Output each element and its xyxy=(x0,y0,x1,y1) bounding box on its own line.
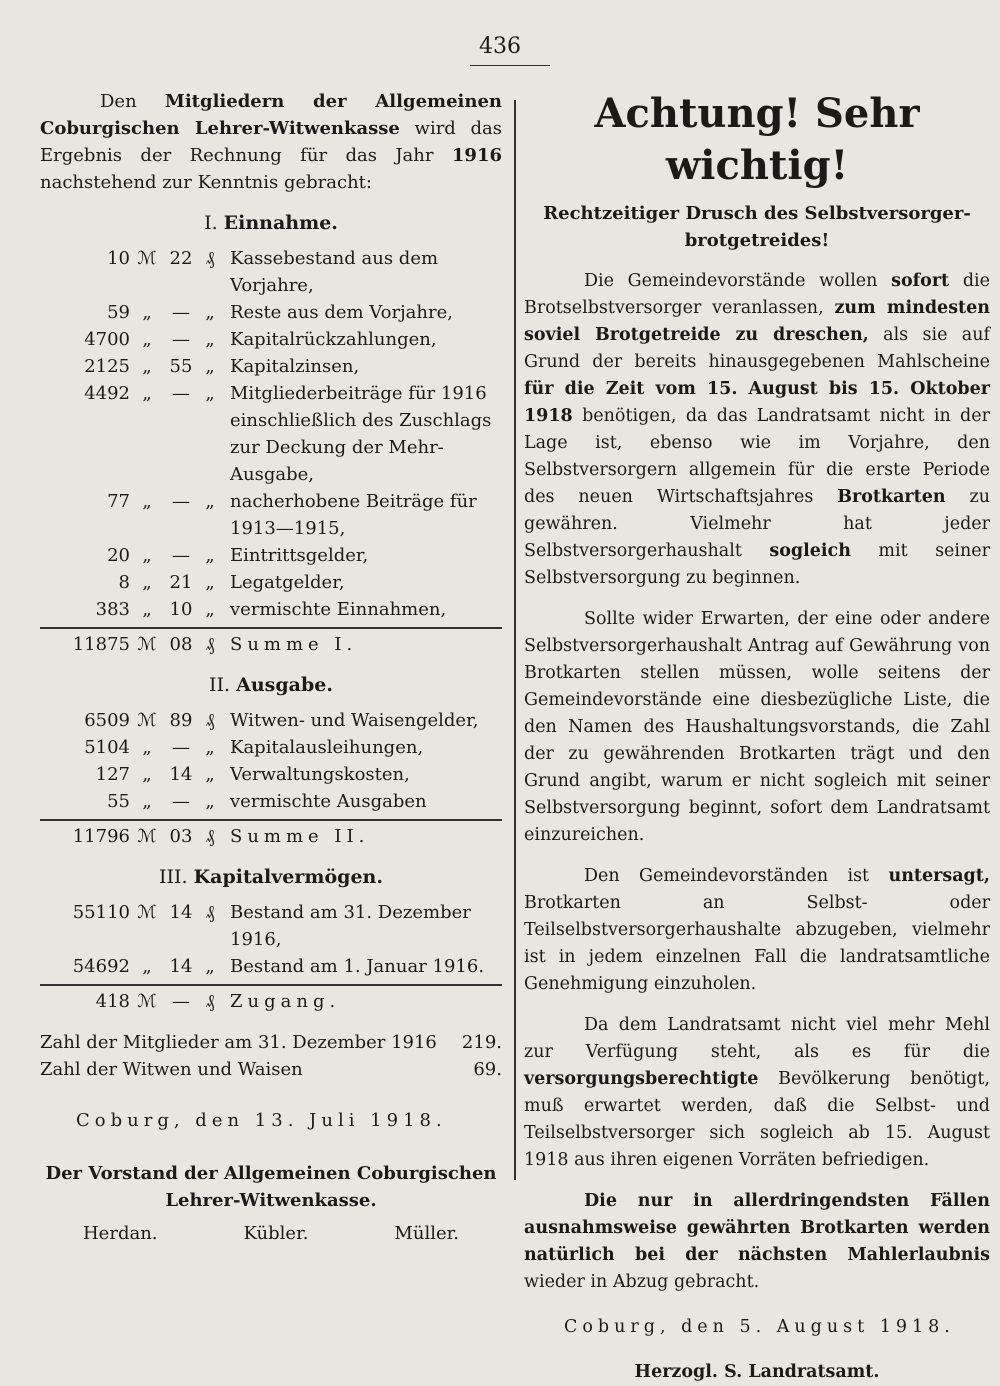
p5-a: Die nur in allerdringendsten Fällen ausnahmsweise gewährten Brotkarten werden natürlich bei der nächsten Mahlerlaubnis xyxy=(524,1191,990,1265)
pfennig: — xyxy=(172,302,190,323)
description: Reste aus dem Vorjahre, xyxy=(230,302,453,323)
ausgabe-list xyxy=(40,707,502,850)
page-number-rule xyxy=(470,65,550,66)
pfennig: 21 xyxy=(169,572,193,593)
paragraph-5 xyxy=(524,1188,990,1296)
description: Bestand am 1. Januar 1916. xyxy=(230,956,485,977)
right-date-line: Coburg, den 5. August 1918. xyxy=(564,1317,955,1337)
pfennig-unit: „ xyxy=(205,791,215,812)
p1-a: Die Gemeindevorstände wollen xyxy=(584,271,878,291)
pfennig: 55 xyxy=(169,356,193,377)
mark-unit: „ xyxy=(142,737,152,758)
ledger-row xyxy=(40,734,502,761)
mark-unit: „ xyxy=(142,764,152,785)
ledger-row xyxy=(40,788,502,815)
p5-b: wieder in Abzug gebracht. xyxy=(524,1272,760,1292)
description: Bestand am 31. Dezember 1916, xyxy=(230,902,471,950)
pfennig: 14 xyxy=(169,902,193,923)
amount: 54692 xyxy=(72,956,130,977)
description: Kassebestand aus dem Vorjahre, xyxy=(230,248,439,296)
mark-unit: ℳ xyxy=(137,902,157,923)
mark-unit: ℳ xyxy=(137,634,157,655)
mark-unit: „ xyxy=(142,599,152,620)
signer-name: Müller. xyxy=(394,1223,459,1244)
widows-row xyxy=(40,1056,502,1083)
pfennig-unit: ₰ xyxy=(205,991,215,1012)
ledger-row xyxy=(40,569,502,596)
p1-e: als sie auf Grund der bereits hinausgegebenen Mahlscheine xyxy=(524,325,990,372)
p3-b: untersagt, xyxy=(888,866,990,886)
ledger-row xyxy=(40,542,502,569)
sum-row xyxy=(40,819,502,850)
mark-unit: „ xyxy=(142,791,152,812)
ledger-row xyxy=(40,380,502,488)
mark-unit: ℳ xyxy=(137,248,157,269)
mark-unit: ℳ xyxy=(137,991,157,1012)
pfennig-unit: ₰ xyxy=(205,634,215,655)
p4-c: Bevölkerung benötigt, muß erwartet werden, daß die Selbst- und Teilselbstversorger sich sogleich ab 15. August 1918 aus ihren eigenen Vorräten befriedigen. xyxy=(524,1069,990,1170)
pfennig-unit: „ xyxy=(205,956,215,977)
right-column xyxy=(524,88,990,1386)
amount: 6509 xyxy=(84,710,130,731)
description: Verwaltungskosten, xyxy=(230,764,410,785)
mark-unit: „ xyxy=(142,356,152,377)
mark-unit: „ xyxy=(142,956,152,977)
signer-name: Kübler. xyxy=(243,1223,309,1244)
p4-a: Da dem Landratsamt nicht viel mehr Mehl zur Verfügung steht, als es für die xyxy=(524,1015,990,1062)
members-value: 219. xyxy=(461,1032,502,1053)
members-label: Zahl der Mitglieder am 31. Dezember 1916 xyxy=(40,1032,437,1053)
ledger-row xyxy=(40,761,502,788)
amount: 418 xyxy=(95,991,130,1012)
mark-unit: „ xyxy=(142,383,152,404)
pfennig-unit: ₰ xyxy=(205,826,215,847)
description: Zugang. xyxy=(230,991,341,1012)
p1-b: sofort xyxy=(891,271,950,291)
signers-row xyxy=(40,1220,502,1247)
amount: 11796 xyxy=(72,826,130,847)
ledger-row xyxy=(40,596,502,623)
left-column xyxy=(40,88,502,1247)
amount: 55 xyxy=(107,791,130,812)
p1-k: mit seiner Selbstversorgung zu beginnen. xyxy=(524,541,990,588)
amount: 383 xyxy=(95,599,130,620)
paragraph-1 xyxy=(524,268,990,592)
intro-bold: Mitgliedern der Allgemeinen Coburgischen Lehrer-Witwenkasse xyxy=(40,91,502,139)
ledger-row xyxy=(40,899,502,953)
amount: 4700 xyxy=(84,329,130,350)
intro-post: nachstehend zur Kenntnis gebracht: xyxy=(40,172,372,193)
pfennig: — xyxy=(172,991,190,1012)
mark-unit: „ xyxy=(142,545,152,566)
p1-f: für die Zeit vom 15. August bis 15. Oktober 1918 xyxy=(524,379,990,426)
left-date-line: Coburg, den 13. Juli 1918. xyxy=(76,1110,447,1131)
pfennig-unit: „ xyxy=(205,491,215,512)
description: Legatgelder, xyxy=(230,572,345,593)
pfennig: — xyxy=(172,329,190,350)
pfennig: 03 xyxy=(169,826,193,847)
p1-g: benötigen, da das Landratsamt nicht in der Lage ist, ebenso wie im Vorjahre, den Selbstversorgern allgemein für die erste Periode des neuen Wirtschaftsjahres xyxy=(524,406,990,507)
pfennig: 89 xyxy=(169,710,193,731)
mark-unit: „ xyxy=(142,491,152,512)
signer-name: Herdan. xyxy=(82,1223,158,1244)
pfennig: 10 xyxy=(169,599,193,620)
intro-paragraph xyxy=(40,88,502,196)
description: nacherhobene Beiträge für 1913—1915, xyxy=(230,491,477,539)
vermoegen-num: III. xyxy=(159,866,188,888)
pfennig-unit: ₰ xyxy=(205,248,215,269)
notice-title: Achtung! Sehr wichtig! xyxy=(594,90,920,189)
sum-row xyxy=(40,627,502,658)
vermoegen-title: Kapitalvermögen. xyxy=(193,866,383,888)
pfennig: — xyxy=(172,737,190,758)
ausgabe-title: Ausgabe. xyxy=(236,674,333,696)
ledger-row xyxy=(40,353,502,380)
authority-signature: Herzogl. S. Landratsamt. xyxy=(634,1362,880,1382)
mark-unit: „ xyxy=(142,329,152,350)
paragraph-2: Sollte wider Erwarten, der eine oder andere Selbstversorgerhaushalt Antrag auf Gewährung von Brotkarten stellen müssen, wolle seitens der Gemeindevorstände eine diesbezügliche Liste, die den Namen des Haushaltungsvorstands, die Zahl der zu gewährenden Brotkarten trägt und den Grund angibt, warum er nicht sogleich mit seiner Selbstversorgung beginnt, sofort dem Landratsamt einzureichen. xyxy=(524,609,990,845)
pfennig: — xyxy=(172,383,190,404)
description: Summe I. xyxy=(230,634,358,655)
p1-h: Brotkarten xyxy=(837,487,946,507)
p1-c: die Brotselbstversorger veranlassen, xyxy=(524,271,990,318)
pfennig-unit: „ xyxy=(205,545,215,566)
vermoegen-list xyxy=(40,899,502,1015)
amount: 4492 xyxy=(84,383,130,404)
intro-mid: wird das Ergebnis der Rechnung für das Jahr xyxy=(40,118,502,166)
pfennig-unit: ₰ xyxy=(205,710,215,731)
p3-c: Brotkarten an Selbst- oder Teilselbstversorgerhaushalte abzugeben, vielmehr ist in jedem einzelnen Fall die landratsamtliche Genehmigung einzuholen. xyxy=(524,893,990,994)
pfennig: — xyxy=(172,791,190,812)
members-row xyxy=(40,1029,502,1056)
p4-b: versorgungsberechtigte xyxy=(524,1069,759,1089)
ledger-row xyxy=(40,299,502,326)
board-signature: Der Vorstand der Allgemeinen Coburgischen Lehrer-Witwenkasse. xyxy=(45,1163,497,1211)
paragraph-3 xyxy=(524,863,990,998)
pfennig-unit: „ xyxy=(205,302,215,323)
einnahme-heading xyxy=(40,210,502,237)
p3-a: Den Gemeindevorständen ist xyxy=(584,866,870,886)
notice-subtitle: Rechtzeitiger Drusch des Selbstversorger-brotgetreides! xyxy=(543,203,971,251)
mark-unit: ℳ xyxy=(137,826,157,847)
amount: 59 xyxy=(107,302,130,323)
amount: 5104 xyxy=(84,737,130,758)
description: vermischte Ausgaben xyxy=(230,791,427,812)
description: Kapitalzinsen, xyxy=(230,356,360,377)
pfennig: 14 xyxy=(169,956,193,977)
description: Mitgliederbeiträge für 1916 einschließlich des Zuschlags zur Deckung der Mehr-Ausgabe, xyxy=(230,383,492,485)
ledger-row xyxy=(40,245,502,299)
p1-i: zu gewähren. Vielmehr hat jeder Selbstversorgerhaushalt xyxy=(524,487,990,561)
mark-unit: „ xyxy=(142,572,152,593)
intro-year: 1916 xyxy=(451,145,502,166)
amount: 8 xyxy=(118,572,130,593)
amount: 55110 xyxy=(72,902,130,923)
ausgabe-num: II. xyxy=(209,674,231,696)
pfennig-unit: „ xyxy=(205,572,215,593)
pfennig: — xyxy=(172,491,190,512)
description: Witwen- und Waisengelder, xyxy=(230,710,479,731)
column-divider xyxy=(514,100,516,1180)
vermoegen-heading xyxy=(40,864,502,891)
pfennig: 22 xyxy=(169,248,193,269)
pfennig: 14 xyxy=(169,764,193,785)
p1-j: sogleich xyxy=(769,541,851,561)
intro-pre: Den xyxy=(100,91,137,112)
widows-label: Zahl der Witwen und Waisen xyxy=(40,1059,303,1080)
ledger-row xyxy=(40,707,502,734)
pfennig-unit: „ xyxy=(205,737,215,758)
amount: 2125 xyxy=(84,356,130,377)
page-number: 436 xyxy=(479,34,521,59)
ledger-row xyxy=(40,953,502,980)
pfennig-unit: ₰ xyxy=(205,902,215,923)
paragraph-4 xyxy=(524,1012,990,1174)
sum-row xyxy=(40,984,502,1015)
amount: 10 xyxy=(107,248,130,269)
amount: 11875 xyxy=(72,634,130,655)
einnahme-title: Einnahme. xyxy=(223,212,338,234)
pfennig-unit: „ xyxy=(205,599,215,620)
description: Kapitalausleihungen, xyxy=(230,737,424,758)
pfennig-unit: „ xyxy=(205,383,215,404)
ausgabe-heading xyxy=(40,672,502,699)
amount: 127 xyxy=(95,764,130,785)
description: Summe II. xyxy=(230,826,370,847)
ledger-row xyxy=(40,326,502,353)
mark-unit: „ xyxy=(142,302,152,323)
ledger-row xyxy=(40,488,502,542)
einnahme-list xyxy=(40,245,502,658)
pfennig-unit: „ xyxy=(205,764,215,785)
einnahme-num: I. xyxy=(204,212,218,234)
pfennig: — xyxy=(172,545,190,566)
pfennig-unit: „ xyxy=(205,329,215,350)
amount: 20 xyxy=(107,545,130,566)
description: Kapitalrückzahlungen, xyxy=(230,329,437,350)
mark-unit: ℳ xyxy=(137,710,157,731)
p1-d: zum mindesten soviel Brotgetreide zu dreschen, xyxy=(524,298,990,345)
pfennig-unit: „ xyxy=(205,356,215,377)
description: Eintrittsgelder, xyxy=(230,545,369,566)
statistics xyxy=(40,1029,502,1083)
amount: 77 xyxy=(107,491,130,512)
description: vermischte Einnahmen, xyxy=(230,599,447,620)
widows-value: 69. xyxy=(473,1059,502,1080)
pfennig: 08 xyxy=(169,634,193,655)
